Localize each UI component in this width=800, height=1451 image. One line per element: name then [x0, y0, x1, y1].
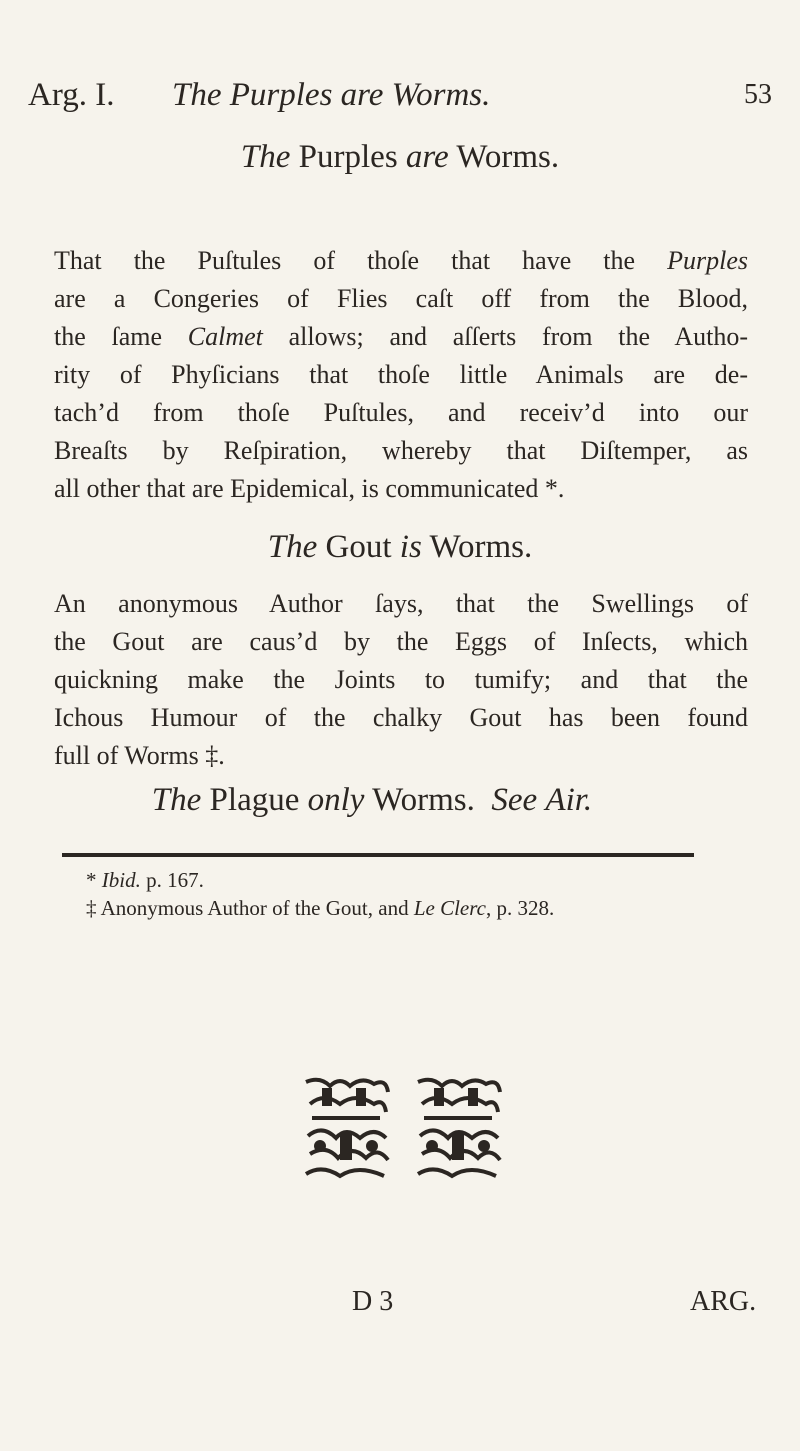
text-run: Ibid. — [101, 868, 141, 892]
text-run: That the Puſtules of thoſe that have the — [54, 246, 668, 275]
text-line — [54, 432, 748, 470]
text-run: full of Worms ‡. — [54, 741, 225, 770]
section-heading-plague: The Plague only Worms. See Air. — [151, 782, 593, 818]
text-line — [54, 661, 748, 699]
cross-reference-see: See — [491, 782, 538, 818]
text-line — [54, 394, 748, 432]
text-run: quickning make the Joints to tumify; and that the — [54, 665, 748, 694]
text-run: the Gout are caus’d by the Eggs of Inſects, which — [54, 627, 748, 656]
printers-ornament-icon — [300, 1074, 392, 1184]
text-run: rity of Phyſicians that thoſe little Animals are de- — [54, 360, 748, 389]
text-run: * — [86, 868, 102, 892]
paragraph-gout — [54, 585, 748, 775]
footnote-line — [86, 866, 746, 894]
section-heading-purples: The Purples are Worms. — [240, 139, 560, 175]
text-run: Ichous Humour of the chalky Gout has been found — [54, 703, 748, 732]
text-line — [54, 699, 748, 737]
text-run: allows; and aſſerts from the Autho- — [262, 322, 748, 351]
text-run: Le Clerc — [413, 896, 486, 920]
text-line — [54, 737, 748, 775]
catchword: ARG. — [690, 1286, 757, 1317]
text-run: Calmet — [187, 322, 263, 351]
signature-mark: D 3 — [352, 1286, 394, 1317]
text-line — [54, 585, 748, 623]
running-head-argument: Arg. I. — [28, 77, 115, 113]
paragraph-purples — [54, 242, 748, 508]
page-number: 53 — [744, 79, 772, 110]
text-line — [54, 623, 748, 661]
text-run: the ſame — [54, 322, 188, 351]
running-head-title: The Purples are Worms. — [172, 77, 491, 113]
text-run: , p. 328. — [485, 896, 555, 920]
text-run: p. 167. — [140, 868, 204, 892]
text-run: ‡ Anonymous Author of the Gout, and — [86, 896, 414, 920]
ornament-pair — [300, 1074, 510, 1184]
text-run: Breaſts by Reſpiration, whereby that Diſtemper, as — [54, 436, 748, 465]
text-line — [54, 280, 748, 318]
text-line — [54, 242, 748, 280]
cross-reference-target: Air. — [545, 782, 593, 818]
text-run: Purples — [667, 246, 748, 275]
text-line — [54, 470, 748, 508]
text-run: all other that are Epidemical, is communicated *. — [54, 474, 565, 503]
footnote-line — [86, 894, 746, 922]
text-line — [54, 318, 748, 356]
footnote-rule — [62, 853, 694, 857]
printers-ornament-icon — [412, 1074, 504, 1184]
section-heading-gout: The Gout is Worms. — [267, 529, 533, 565]
text-run: tach’d from thoſe Puſtules, and receiv’d into our — [54, 398, 748, 427]
text-line — [54, 356, 748, 394]
running-head — [28, 70, 772, 120]
text-run: An anonymous Author ſays, that the Swellings of — [54, 589, 748, 618]
page-footer — [0, 1282, 800, 1322]
text-run: are a Congeries of Flies caſt off from the Blood, — [54, 284, 748, 313]
footnotes — [86, 866, 746, 922]
